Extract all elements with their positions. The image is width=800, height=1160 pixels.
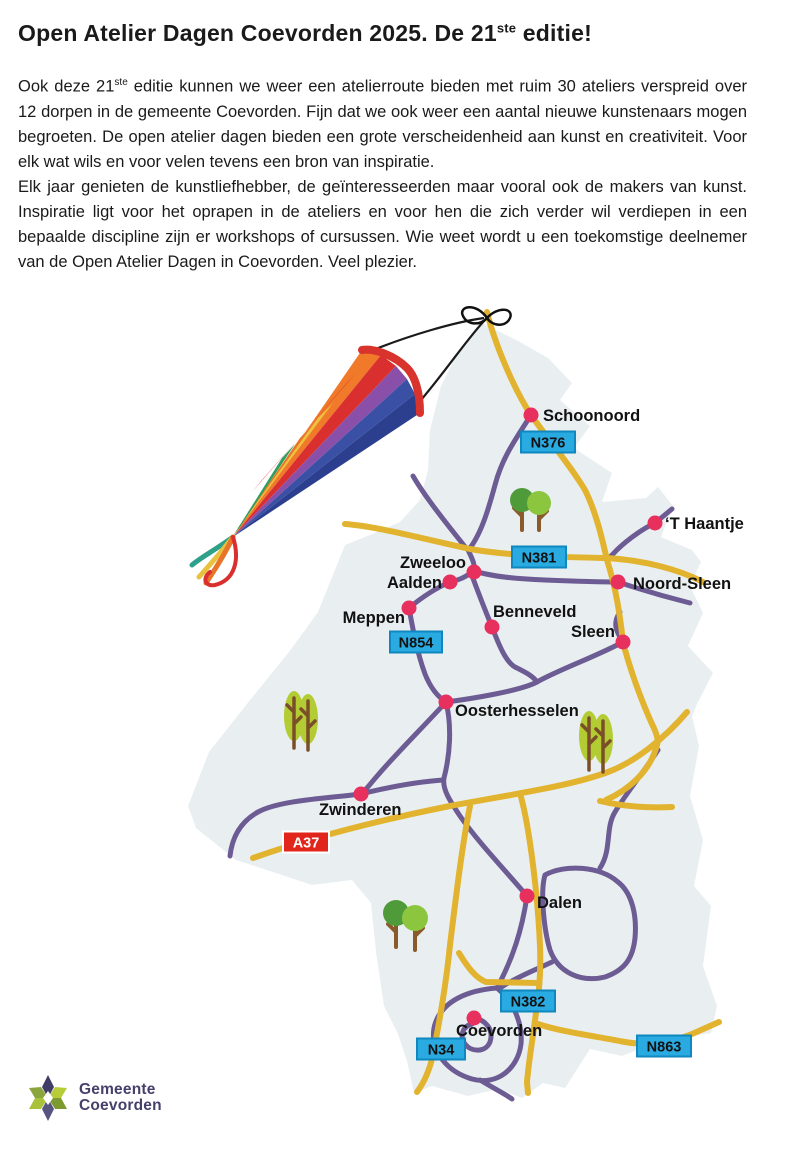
town-marker bbox=[439, 695, 454, 710]
logo-line-2: Coevorden bbox=[79, 1097, 162, 1114]
town-marker bbox=[443, 575, 458, 590]
road-badge-label: N381 bbox=[521, 550, 557, 567]
town-marker bbox=[648, 516, 663, 531]
municipality-shape bbox=[188, 322, 717, 1098]
town-label: Zweeloo bbox=[399, 554, 466, 572]
town-label: Sleen bbox=[570, 623, 615, 641]
road-badge bbox=[512, 547, 566, 568]
town-label: Benneveld bbox=[493, 603, 577, 621]
road-badge-label: N382 bbox=[510, 994, 546, 1011]
town-marker bbox=[611, 575, 626, 590]
intro-paragraph-1: Ook deze 21ste editie kunnen we weer een atelierroute bieden met ruim 30 ateliers verspreid over 12 dorpen in de gemeente Coevorden. Fijn dat we ook weer een aantal nieuwe kunstenaars mogen begroeten. De open atelier dagen bieden een grote verscheidenheid aan kunst en creativiteit. Voor elk wat wils en voor velen tevens een bron van inspiratie. bbox=[18, 77, 748, 171]
road-badge-label: N376 bbox=[530, 435, 566, 452]
logo-text bbox=[79, 1082, 162, 1114]
town-label: Aalden bbox=[386, 574, 442, 592]
page-title: Open Atelier Dagen Coevorden 2025. De 21ste editie! bbox=[18, 20, 592, 46]
town-label: Meppen bbox=[342, 609, 405, 627]
road-badge bbox=[521, 432, 575, 453]
logo-line-1: Gemeente bbox=[79, 1081, 156, 1098]
gemeente-coevorden-logo bbox=[26, 1072, 162, 1124]
logo-star-icon bbox=[26, 1072, 70, 1124]
town-label: Zwinderen bbox=[319, 801, 402, 819]
town-marker bbox=[524, 408, 539, 423]
road-badge-label: N863 bbox=[646, 1039, 682, 1056]
road-badge bbox=[501, 991, 555, 1012]
road-badge-label: N854 bbox=[398, 635, 434, 652]
town-marker bbox=[520, 889, 535, 904]
town-label: Coevorden bbox=[456, 1022, 543, 1040]
road-badge-label: N34 bbox=[427, 1042, 455, 1059]
town-label: Dalen bbox=[537, 894, 582, 912]
town-label: Schoonoord bbox=[543, 407, 641, 425]
town-label: Oosterhesselen bbox=[455, 702, 579, 720]
road-badge bbox=[637, 1036, 691, 1057]
road-badge bbox=[390, 632, 442, 653]
town-label: Noord-Sleen bbox=[633, 575, 732, 593]
road-badge bbox=[417, 1039, 465, 1060]
intro-paragraph-2: Elk jaar genieten de kunstliefhebber, de geïnteresseerden maar vooral ook de makers van kunst. Inspiratie ligt voor het oprapen in de ateliers en voor hen die zich verder wil verdiepen in een bepaalde discipline zijn er workshops of cursussen. Wie weet wordt u een toekomstige deelnemer van de Open Atelier Dagen in Coevorden. Veel plezier. bbox=[18, 177, 747, 271]
road-badge-label: A37 bbox=[292, 835, 320, 852]
road-badge bbox=[283, 832, 329, 853]
town-marker bbox=[354, 787, 369, 802]
town-marker bbox=[616, 635, 631, 650]
paragraph-superscript: ste bbox=[114, 77, 128, 88]
windsock-ribbons bbox=[192, 537, 236, 585]
town-marker bbox=[485, 620, 500, 635]
title-superscript: ste bbox=[496, 20, 517, 36]
town-marker bbox=[467, 565, 482, 580]
town-label: ‘T Haantje bbox=[665, 515, 744, 533]
